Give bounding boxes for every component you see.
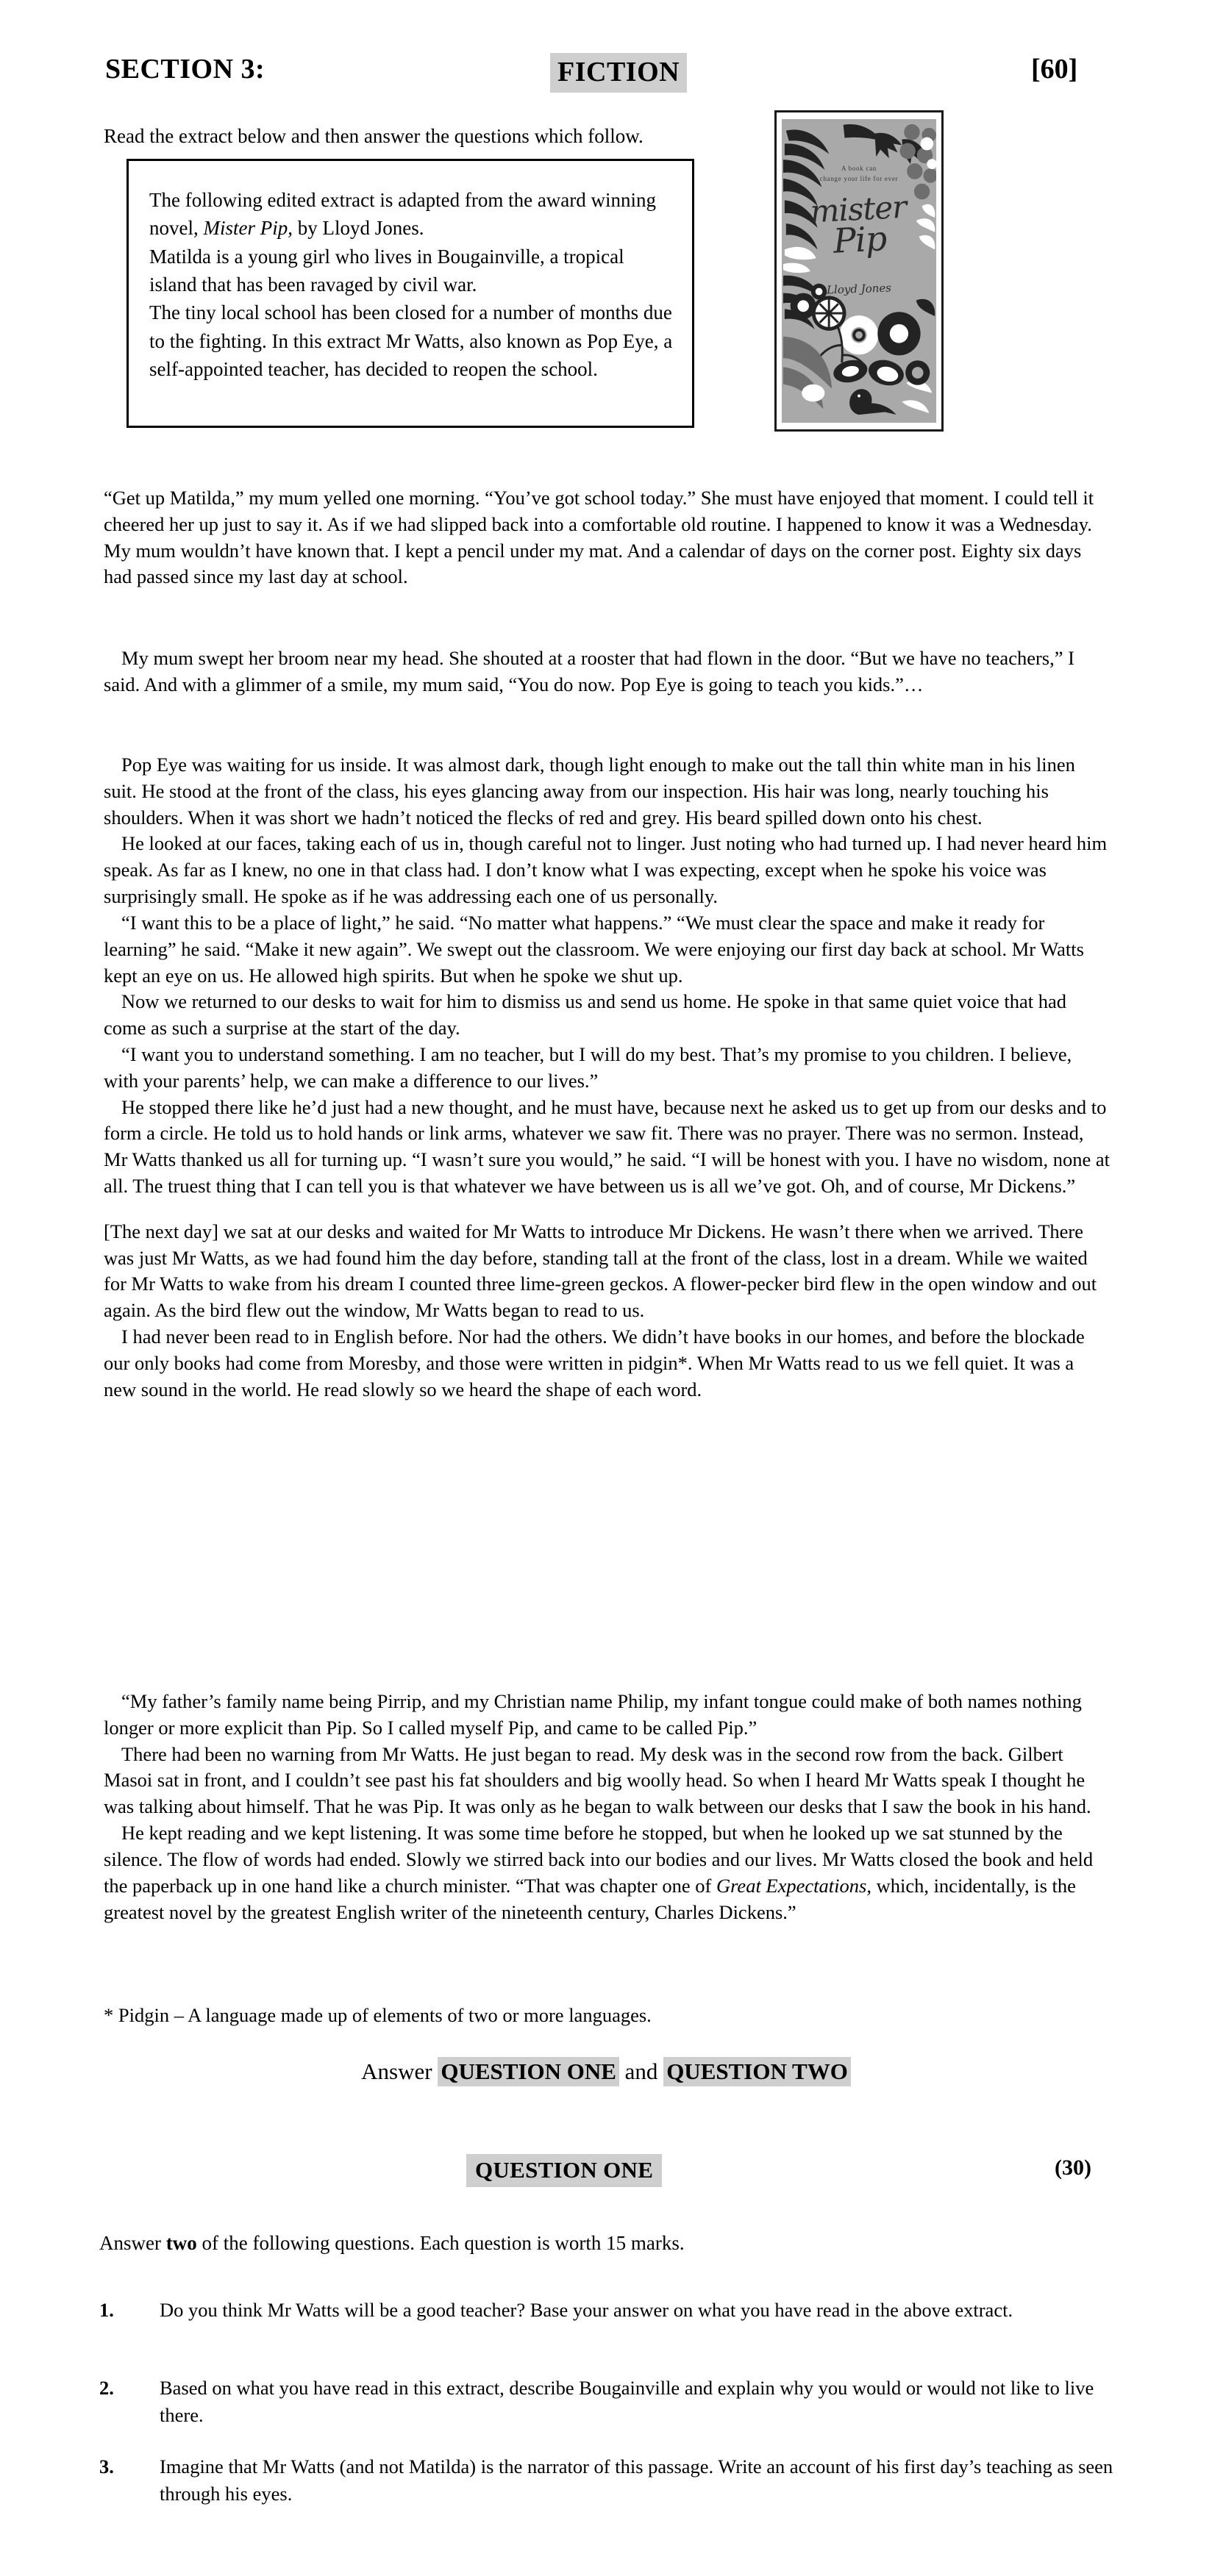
book-cover-tagline-line2: change your life for ever xyxy=(819,175,899,183)
question-one-instruction-a: Answer xyxy=(99,2232,166,2254)
passage-paragraph: Now we returned to our desks to wait for him to dismiss us and send us home. He spoke in that same quiet voice that had come as such a surprise at the start of the day. xyxy=(104,990,1067,1040)
passage-paragraph: “My father’s family name being Pirrip, and my Christian name Philip, my infant tongue could make of both names nothing longer or more explicit than Pip. So I called myself Pip, and came to be called Pip.” xyxy=(104,1690,1082,1739)
book-cover-tagline xyxy=(782,163,936,185)
passage-block-one xyxy=(104,485,1110,590)
extract-intro-line-3: The tiny local school has been closed for a number of months due to the fighting. In this extract Mr Watts, also known as Pop Eye, a self-appointed teacher, has decided to reopen the school. xyxy=(149,301,673,380)
question-one-title: QUESTION ONE xyxy=(466,2154,662,2187)
passage-paragraph: “I want this to be a place of light,” he said. “No matter what happens.” “We must clear the space and make it ready for learning” he said. “Make it new again”. We swept out the classroom. We were enjoying our first day back at school. Mr Watts kept an eye on us. He allowed high spirits. But when he spoke we shut up. xyxy=(104,911,1084,987)
book-cover-frame xyxy=(774,110,944,432)
extract-intro-box xyxy=(126,159,694,428)
question-one-header xyxy=(0,2154,1212,2186)
answer-prefix: Answer xyxy=(361,2058,438,2084)
question-text: Based on what you have read in this extract, describe Bougainville and explain why you would or would not like to live there. xyxy=(160,2377,1094,2426)
pidgin-footnote: * Pidgin – A language made up of elements of two or more languages. xyxy=(104,2004,652,2026)
question-one-instruction-b: of the following questions. Each question is worth 15 marks. xyxy=(196,2232,685,2254)
extract-intro-line-1a: The following edited extract is adapted from the award winning novel, xyxy=(149,189,657,240)
great-expectations-title: Great Expectations xyxy=(716,1874,867,1897)
passage-block-two xyxy=(104,645,1110,698)
passage-block-three xyxy=(104,752,1110,1403)
passage-final-b: , which, incidentally, is the greatest novel by the greatest English writer of the nineteenth century, Charles Dickens.” xyxy=(104,1874,1076,1923)
question-item xyxy=(99,2297,1122,2324)
question-text: Do you think Mr Watts will be a good teacher? Base your answer on what you have read in the above extract. xyxy=(160,2299,1013,2321)
book-cover-title xyxy=(782,188,936,261)
passage-paragraph: I had never been read to in English before. Nor had the others. We didn’t have books in our homes, and before the blockade our only books had come from Moresby, and those were written in pidgin*. When Mr Watts read to us we fell quiet. It was a new sound in the world. He read slowly so we heard the shape of each word. xyxy=(104,1325,1085,1400)
question-number: 1. xyxy=(99,2299,114,2321)
book-cover-title-line1: mister xyxy=(809,188,908,230)
answer-joiner: and xyxy=(619,2058,664,2084)
extract-intro-line-2: Matilda is a young girl who lives in Bougainville, a tropical island that has been ravaged by civil war. xyxy=(149,245,624,296)
passage-paragraph: There had been no warning from Mr Watts. He just began to read. My desk was in the second row from the back. Gilbert Masoi sat in front, and I couldn’t see past his fat shoulders and big woolly head. So when I heard Mr Watts speak I thought he was talking about himself. That he was Pip. It was only as he began to walk between our desks that I saw the book in his hand. xyxy=(104,1742,1091,1818)
answer-question-two-badge: QUESTION TWO xyxy=(663,2057,851,2086)
passage-paragraph: “Get up Matilda,” my mum yelled one morning. “You’ve got school today.” She must have enjoyed that moment. I could tell it cheered her up just to say it. As if we had slipped back into a comfortable old routine. I happened to know it was a Wednesday. My mum wouldn’t have known that. I kept a pencil under my mat. And a calendar of days on the corner post. Eighty six days had passed since my last day at school. xyxy=(104,487,1094,588)
passage-paragraph: He stopped there like he’d just had a new thought, and he must have, because next he asked us to get up from our desks and to form a circle. He told us to hold hands or link arms, whatever we saw fit. There was no prayer. There was no sermon. Instead, Mr Watts thanked us all for turning up. “I wasn’t sure you would,” he said. “I will be honest with you. I have no wisdom, none at all. The truest thing that I can tell you is that whatever we have between us is all we’ve got. Oh, and of course, Mr Dickens.” xyxy=(104,1095,1111,1197)
question-text: Imagine that Mr Watts (and not Matilda) is the narrator of this passage. Write an account of his first day’s teaching as seen through his eyes. xyxy=(160,2455,1113,2505)
passage-paragraph: [The next day] we sat at our desks and waited for Mr Watts to introduce Mr Dickens. He wasn’t there when we arrived. There was just Mr Watts, as we had found him the day before, standing tall at the front of the class, lost in a dream. While we waited for Mr Watts to wake from his dream I counted three lime-green geckos. A flower-pecker bird flew in the open window and out again. As the bird flew out the window, Mr Watts began to read to us. xyxy=(104,1220,1097,1322)
question-item xyxy=(99,2375,1122,2428)
question-item xyxy=(99,2453,1122,2507)
section-genre-badge: FICTION xyxy=(550,53,687,93)
question-one-instruction xyxy=(99,2232,685,2255)
passage-spacer xyxy=(104,1200,1110,1219)
extract-intro-line-1 xyxy=(149,186,673,243)
passage-block-four xyxy=(104,1689,1110,1925)
answer-question-one-badge: QUESTION ONE xyxy=(438,2057,619,2086)
section-title: SECTION 3: xyxy=(105,54,265,85)
book-cover-author: Lloyd Jones xyxy=(826,281,892,297)
extract-intro-line-1b: by Lloyd Jones. xyxy=(293,217,424,240)
question-number: 3. xyxy=(99,2455,114,2477)
section-marks: [60] xyxy=(1031,54,1078,85)
extract-intro-novel-title: Mister Pip, xyxy=(203,217,293,240)
passage-paragraph-final xyxy=(104,1820,1110,1925)
question-one-instruction-bold: two xyxy=(165,2232,197,2254)
book-cover-art xyxy=(782,119,936,423)
passage-paragraph: My mum swept her broom near my head. She shouted at a rooster that had flown in the door. “But we have no teachers,” I said. And with a glimmer of a smile, my mum said, “You do now. Pop Eye is going to teach you kids.”… xyxy=(104,647,1074,695)
section-header xyxy=(0,53,1212,94)
book-cover-title-line2: Pip xyxy=(832,218,888,261)
passage-paragraph: He looked at our faces, taking each of us in, though careful not to linger. Just noting who had turned up. I had never heard him speak. As far as I knew, no one in that class had. I don’t know what I was expecting, except when he spoke his voice was surprisingly small. He spoke as if he was addressing each one of us personally. xyxy=(104,832,1108,908)
book-cover-tagline-line1: A book can xyxy=(841,165,877,172)
read-instruction: Read the extract below and then answer the questions which follow. xyxy=(104,125,644,147)
passage-final-a: He kept reading and we kept listening. It was some time before he stopped, but when he looked up we sat stunned by the silence. The flow of words had ended. Slowly we stirred back into our bodies and our lives. Mr Watts closed the book and held the paperback up in one hand like a church minister. “That was chapter one of xyxy=(104,1822,1094,1897)
passage-paragraph: “I want you to understand something. I am no teacher, but I will do my best. That’s my promise to you children. I believe, with your parents’ help, we can make a difference to our lives.” xyxy=(104,1042,1072,1092)
passage-paragraph: Pop Eye was waiting for us inside. It was almost dark, though light enough to make out the tall thin white man in his linen suit. He stood at the front of the class, his eyes glancing away from our inspection. His hair was long, nearly touching his shoulders. When it was short we hadn’t noticed the flecks of red and grey. His beard spilled down onto his chest. xyxy=(104,754,1075,829)
question-one-marks: (30) xyxy=(1055,2155,1091,2180)
question-number: 2. xyxy=(99,2377,114,2399)
answer-both-questions-line xyxy=(0,2058,1212,2085)
